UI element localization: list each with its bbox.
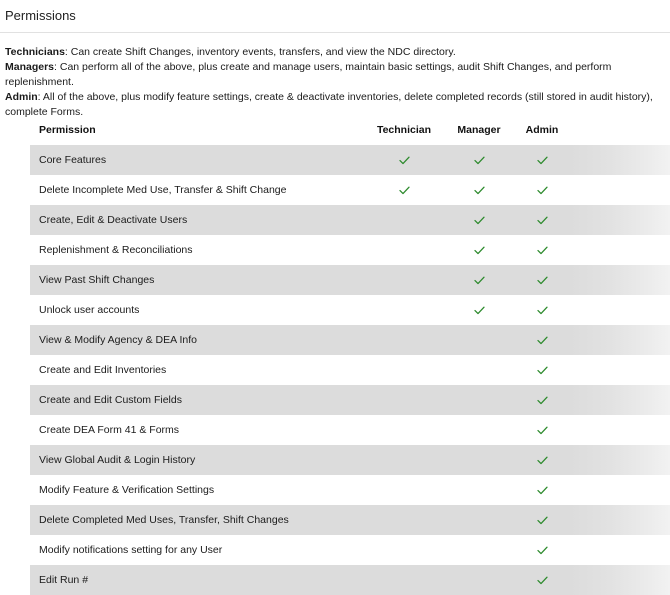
admin-cell: [512, 205, 572, 235]
admin-cell: [512, 235, 572, 265]
permission-label: Create and Edit Inventories: [39, 364, 167, 376]
role-description-technicians: [5, 45, 670, 60]
checkmark-icon: [474, 246, 485, 255]
technician-cell: [374, 565, 434, 595]
checkmark-icon: [474, 186, 485, 195]
permission-label: Delete Incomplete Med Use, Transfer & Shift Change: [39, 184, 287, 196]
checkmark-icon: [399, 186, 410, 195]
permission-label: Modify Feature & Verification Settings: [39, 484, 215, 496]
technician-cell: [374, 295, 434, 325]
permission-label: Delete Completed Med Uses, Transfer, Shift Changes: [39, 514, 289, 526]
technician-cell: [374, 385, 434, 415]
checkmark-icon: [474, 156, 485, 165]
technician-cell: [374, 355, 434, 385]
checkmark-icon: [537, 186, 548, 195]
admin-cell: [512, 475, 572, 505]
table-row: [30, 265, 670, 295]
manager-cell: [449, 295, 509, 325]
checkmark-icon: [537, 396, 548, 405]
admin-cell: [512, 355, 572, 385]
table-row: [30, 535, 670, 565]
permission-label: View Global Audit & Login History: [39, 454, 196, 466]
checkmark-icon: [537, 426, 548, 435]
checkmark-icon: [537, 156, 548, 165]
permission-label: View Past Shift Changes: [39, 274, 155, 286]
checkmark-icon: [537, 366, 548, 375]
manager-cell: [449, 505, 509, 535]
table-row: [30, 355, 670, 385]
technician-cell: [374, 175, 434, 205]
manager-cell: [449, 475, 509, 505]
table-body: [30, 145, 670, 595]
admin-cell: [512, 265, 572, 295]
role-descriptions: [5, 45, 670, 120]
manager-cell: [449, 445, 509, 475]
checkmark-icon: [399, 156, 410, 165]
role-name: Technicians: [5, 46, 65, 58]
admin-cell: [512, 445, 572, 475]
checkmark-icon: [537, 216, 548, 225]
admin-cell: [512, 295, 572, 325]
manager-cell: [449, 355, 509, 385]
table-row: [30, 145, 670, 175]
technician-cell: [374, 505, 434, 535]
permission-label: Create DEA Form 41 & Forms: [39, 424, 180, 436]
permission-label: Edit Run #: [39, 574, 89, 586]
permission-label: Unlock user accounts: [39, 304, 140, 316]
table-row: [30, 385, 670, 415]
technician-cell: [374, 205, 434, 235]
role-text: : All of the above, plus modify feature settings, create & deactivate inventories, delete completed records (still stored in audit history), complete Forms.: [5, 91, 653, 118]
page-title: Permissions: [5, 8, 76, 23]
column-header-manager: Manager: [457, 124, 501, 136]
table-row: [30, 235, 670, 265]
checkmark-icon: [537, 456, 548, 465]
manager-cell: [449, 265, 509, 295]
admin-cell: [512, 535, 572, 565]
manager-cell: [449, 385, 509, 415]
table-row: [30, 565, 670, 595]
manager-cell: [449, 205, 509, 235]
permission-label: Create and Edit Custom Fields: [39, 394, 182, 406]
admin-cell: [512, 415, 572, 445]
manager-cell: [449, 175, 509, 205]
technician-cell: [374, 445, 434, 475]
role-text: : Can create Shift Changes, inventory events, transfers, and view the NDC directory.: [64, 46, 456, 58]
technician-cell: [374, 475, 434, 505]
checkmark-icon: [474, 216, 485, 225]
technician-cell: [374, 415, 434, 445]
column-header-technician: Technician: [376, 124, 432, 136]
table-row: [30, 205, 670, 235]
technician-cell: [374, 325, 434, 355]
checkmark-icon: [474, 306, 485, 315]
technician-cell: [374, 235, 434, 265]
manager-cell: [449, 145, 509, 175]
table-row: [30, 415, 670, 445]
table-row: [30, 445, 670, 475]
checkmark-icon: [537, 276, 548, 285]
permission-label: Create, Edit & Deactivate Users: [39, 214, 188, 226]
table-header-row: [30, 115, 670, 145]
permissions-table: [30, 115, 670, 595]
checkmark-icon: [537, 486, 548, 495]
table-row: [30, 475, 670, 505]
table-row: [30, 325, 670, 355]
column-header-permission: Permission: [39, 124, 96, 136]
permission-label: Replenishment & Reconciliations: [39, 244, 193, 256]
manager-cell: [449, 415, 509, 445]
page-header: [0, 0, 670, 33]
technician-cell: [374, 535, 434, 565]
checkmark-icon: [537, 306, 548, 315]
checkmark-icon: [537, 576, 548, 585]
role-name: Managers: [5, 61, 55, 73]
technician-cell: [374, 265, 434, 295]
manager-cell: [449, 325, 509, 355]
admin-cell: [512, 325, 572, 355]
manager-cell: [449, 565, 509, 595]
table-row: [30, 295, 670, 325]
checkmark-icon: [537, 336, 548, 345]
table-row: [30, 175, 670, 205]
technician-cell: [374, 145, 434, 175]
admin-cell: [512, 505, 572, 535]
checkmark-icon: [537, 546, 548, 555]
manager-cell: [449, 235, 509, 265]
admin-cell: [512, 565, 572, 595]
checkmark-icon: [537, 516, 548, 525]
table-row: [30, 505, 670, 535]
permission-label: Core Features: [39, 154, 107, 166]
column-header-admin: Admin: [525, 124, 559, 136]
checkmark-icon: [474, 276, 485, 285]
manager-cell: [449, 535, 509, 565]
admin-cell: [512, 385, 572, 415]
role-name: Admin: [5, 91, 38, 103]
role-text: : Can perform all of the above, plus create and manage users, maintain basic settings, audit Shift Changes, and perform replenishment.: [5, 61, 612, 88]
admin-cell: [512, 175, 572, 205]
permission-label: Modify notifications setting for any User: [39, 544, 223, 556]
role-description-managers: [5, 60, 670, 90]
checkmark-icon: [537, 246, 548, 255]
permission-label: View & Modify Agency & DEA Info: [39, 334, 197, 346]
admin-cell: [512, 145, 572, 175]
